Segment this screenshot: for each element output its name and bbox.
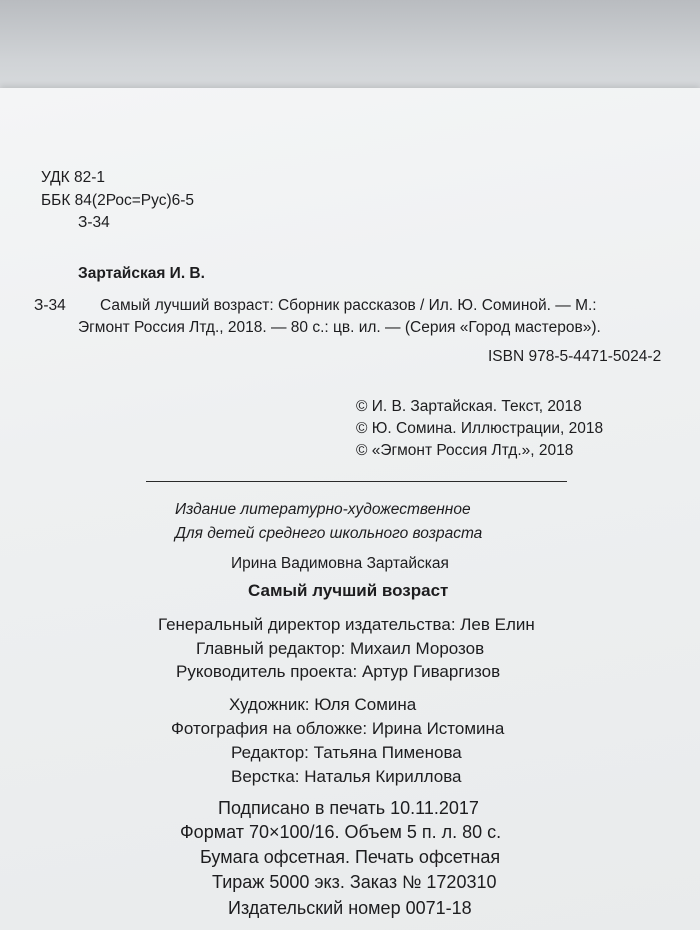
credit-artist: Художник: Юля Сомина <box>229 695 417 714</box>
print-paper: Бумага офсетная. Печать офсетная <box>200 847 501 867</box>
isbn: ISBN 978-5-4471-5024-2 <box>488 348 662 365</box>
book-page <box>0 88 700 930</box>
record-mark: З-34 <box>34 297 66 314</box>
copyright-illustrations: © Ю. Сомина. Иллюстрации, 2018 <box>356 420 604 437</box>
author-full-name: Ирина Вадимовна Зартайская <box>231 555 449 572</box>
record-line-2: Эгмонт Россия Лтд., 2018. — 80 с.: цв. ил. — (Серия «Город мастеров»). <box>78 319 601 336</box>
credit-layout: Верстка: Наталья Кириллова <box>231 767 462 786</box>
credit-editor: Редактор: Татьяна Пименова <box>231 743 462 762</box>
divider <box>146 481 567 482</box>
udk-code: УДК 82-1 <box>41 169 106 186</box>
edition-audience: Для детей среднего школьного возраста <box>175 525 483 542</box>
credit-cover-photo: Фотография на обложке: Ирина Истомина <box>171 719 505 738</box>
print-signed-date: Подписано в печать 10.11.2017 <box>218 798 479 818</box>
copyright-text: © И. В. Зартайская. Текст, 2018 <box>356 398 582 415</box>
edition-type: Издание литературно-художественное <box>175 501 471 518</box>
bbk-code: ББК 84(2Рос=Рус)6-5 <box>41 192 195 209</box>
publisher-number: Издательский номер 0071-18 <box>228 898 472 918</box>
record-line-1: Самый лучший возраст: Сборник рассказов / Ил. Ю. Соминой. — М.: <box>100 297 597 314</box>
print-format: Формат 70×100/16. Объем 5 п. л. 80 с. <box>180 822 502 842</box>
author-mark: З-34 <box>78 214 110 231</box>
record-author: Зартайская И. В. <box>78 265 205 282</box>
copyright-publisher: © «Эгмонт Россия Лтд.», 2018 <box>356 442 574 459</box>
book-title: Самый лучший возраст <box>248 581 449 600</box>
credit-chief-editor: Главный редактор: Михаил Морозов <box>196 639 485 658</box>
credit-project-lead: Руководитель проекта: Артур Гиваргизов <box>176 662 501 681</box>
credit-general-director: Генеральный директор издательства: Лев Елин <box>158 615 535 634</box>
print-run: Тираж 5000 экз. Заказ № 1720310 <box>212 872 497 892</box>
